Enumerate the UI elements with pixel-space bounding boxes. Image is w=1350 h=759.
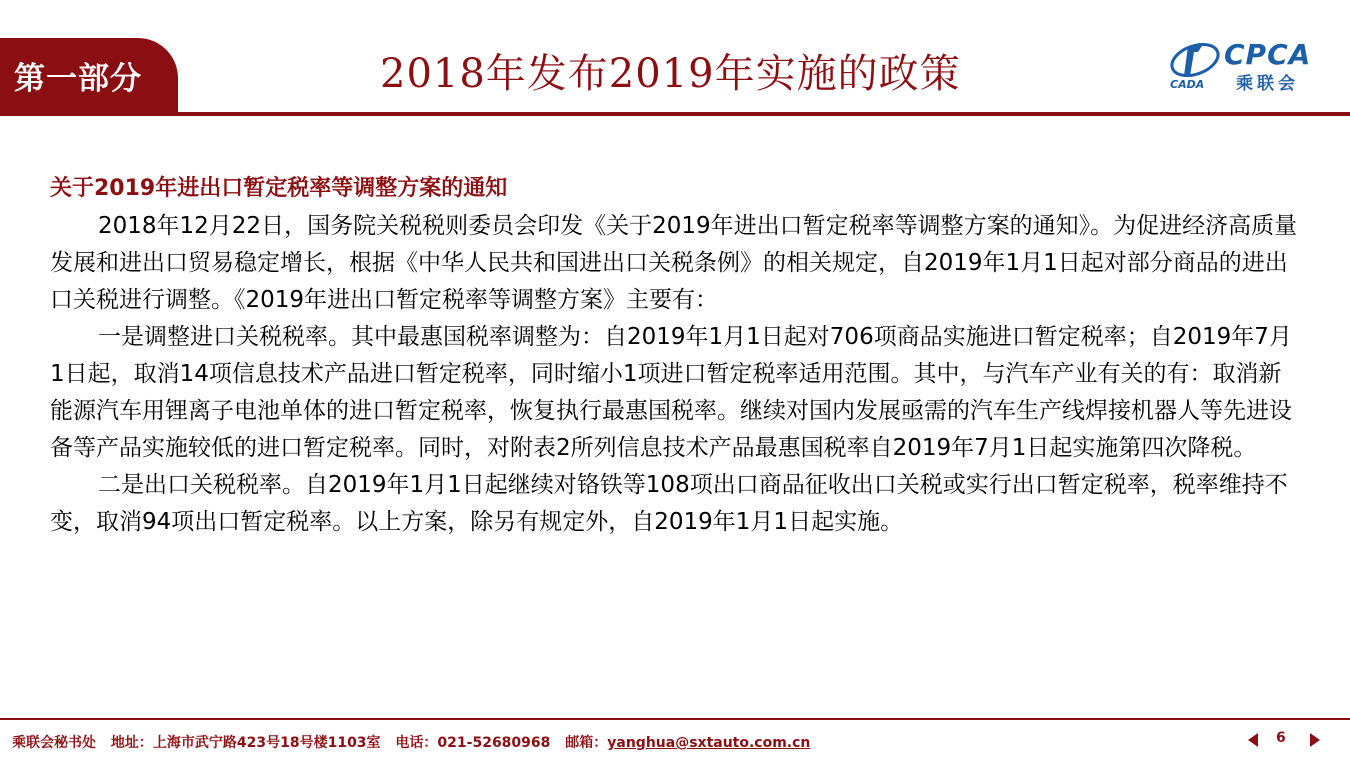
footer-info	[12, 732, 820, 752]
triangle-left-icon[interactable]	[1248, 733, 1258, 747]
paragraph-intro: 2018年12月22日，国务院关税税则委员会印发《关于2019年进出口暂定税率等调整方案的通知》。为促进经济高质量发展和进出口贸易稳定增长，根据《中华人民共和国进出口关税条例》的相关规定，自2019年1月1日起对部分商品的进出口关税进行调整。《2019年进出口暂定税率等调整方案》主要有：	[50, 213, 1298, 313]
logo-small-text: CADA	[1170, 78, 1205, 90]
paragraph-export-tariff: 二是出口关税税率。自2019年1月1日起继续对铬铁等108项出口商品征收出口关税或实行出口暂定税率，税率维持不变，取消94项出口暂定税率。以上方案，除另有规定外，自2019年1月1日起实施。	[50, 472, 1288, 535]
footer-email-link[interactable]: yanghua@sxtauto.com.cn	[607, 735, 811, 751]
cpca-logo	[1168, 38, 1340, 94]
notice-title: 关于2019年进出口暂定税率等调整方案的通知	[50, 176, 508, 201]
footer-phone: 电话：021-52680968	[395, 735, 551, 751]
page-title: 2018年发布2019年实施的政策	[380, 51, 961, 97]
page-navigation	[1248, 730, 1318, 750]
logo-subtext: 乘联会	[1236, 74, 1299, 94]
section-tab: 第一部分	[0, 38, 178, 112]
footer-email-label: 邮箱：	[565, 735, 608, 751]
triangle-right-icon[interactable]	[1310, 733, 1320, 747]
footer-divider	[0, 718, 1350, 720]
paragraph-import-tariff: 一是调整进口关税税率。其中最惠国税率调整为：自2019年1月1日起对706项商品实施进口暂定税率；自2019年7月1日起，取消14项信息技术产品进口暂定税率，同时缩小1项进口暂定税率适用范围。其中，与汽车产业有关的有：取消新能源汽车用锂离子电池单体的进口暂定税率，恢复执行最惠国税率。继续对国内发展亟需的汽车生产线焊接机器人等先进设备等产品实施较低的进口暂定税率。同时，对附表2所列信息技术产品最惠国税率自2019年7月1日起实施第四次降税。	[50, 324, 1292, 461]
logo-text: CPCA	[1224, 38, 1312, 71]
footer-address: 地址：上海市武宁路423号18号楼1103室	[110, 735, 381, 751]
slide-header	[0, 0, 1350, 117]
cada-logo-icon	[1168, 38, 1223, 90]
slide-content	[50, 172, 1300, 541]
header-divider	[0, 112, 1350, 116]
page-number: 6	[1276, 730, 1286, 746]
footer-org: 乘联会秘书处	[12, 735, 96, 751]
